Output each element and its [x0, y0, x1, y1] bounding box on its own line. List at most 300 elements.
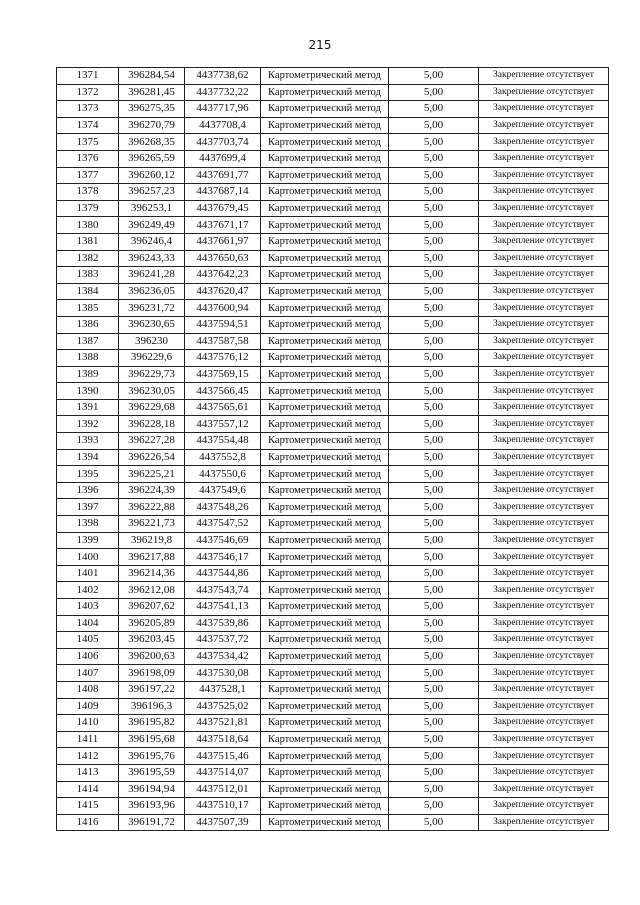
- point-number-cell: 1408: [57, 681, 119, 698]
- precision-cell: 5,00: [389, 599, 479, 616]
- fixing-cell: Закрепление отсутствует: [479, 416, 609, 433]
- y-coordinate-cell: 4437539,86: [185, 615, 261, 632]
- precision-cell: 5,00: [389, 68, 479, 85]
- x-coordinate-cell: 396191,72: [119, 814, 185, 831]
- x-coordinate-cell: 396228,18: [119, 416, 185, 433]
- y-coordinate-cell: 4437732,22: [185, 84, 261, 101]
- precision-cell: 5,00: [389, 482, 479, 499]
- method-cell: Картометрический метод: [261, 283, 389, 300]
- precision-cell: 5,00: [389, 715, 479, 732]
- x-coordinate-cell: 396243,33: [119, 250, 185, 267]
- table-row: [57, 84, 609, 101]
- point-number-cell: 1388: [57, 350, 119, 367]
- x-coordinate-cell: 396203,45: [119, 632, 185, 649]
- table-row: [57, 582, 609, 599]
- method-cell: Картометрический метод: [261, 383, 389, 400]
- method-cell: Картометрический метод: [261, 781, 389, 798]
- method-cell: Картометрический метод: [261, 134, 389, 151]
- y-coordinate-cell: 4437708,4: [185, 117, 261, 134]
- precision-cell: 5,00: [389, 781, 479, 798]
- y-coordinate-cell: 4437548,26: [185, 499, 261, 516]
- precision-cell: 5,00: [389, 449, 479, 466]
- precision-cell: 5,00: [389, 184, 479, 201]
- point-number-cell: 1389: [57, 366, 119, 383]
- method-cell: Картометрический метод: [261, 316, 389, 333]
- fixing-cell: Закрепление отсутствует: [479, 698, 609, 715]
- fixing-cell: Закрепление отсутствует: [479, 482, 609, 499]
- table-row: [57, 698, 609, 715]
- method-cell: Картометрический метод: [261, 200, 389, 217]
- fixing-cell: Закрепление отсутствует: [479, 648, 609, 665]
- table-row: [57, 516, 609, 533]
- point-number-cell: 1378: [57, 184, 119, 201]
- x-coordinate-cell: 396195,68: [119, 731, 185, 748]
- table-row: [57, 632, 609, 649]
- fixing-cell: Закрепление отсутствует: [479, 200, 609, 217]
- precision-cell: 5,00: [389, 167, 479, 184]
- x-coordinate-cell: 396265,59: [119, 150, 185, 167]
- y-coordinate-cell: 4437661,97: [185, 233, 261, 250]
- precision-cell: 5,00: [389, 383, 479, 400]
- table-row: [57, 482, 609, 499]
- x-coordinate-cell: 396229,68: [119, 399, 185, 416]
- fixing-cell: Закрепление отсутствует: [479, 167, 609, 184]
- point-number-cell: 1394: [57, 449, 119, 466]
- point-number-cell: 1416: [57, 814, 119, 831]
- y-coordinate-cell: 4437518,64: [185, 731, 261, 748]
- precision-cell: 5,00: [389, 217, 479, 234]
- point-number-cell: 1379: [57, 200, 119, 217]
- method-cell: Картометрический метод: [261, 167, 389, 184]
- table-row: [57, 648, 609, 665]
- table-row: [57, 134, 609, 151]
- point-number-cell: 1373: [57, 101, 119, 118]
- fixing-cell: Закрепление отсутствует: [479, 748, 609, 765]
- x-coordinate-cell: 396224,39: [119, 482, 185, 499]
- table-row: [57, 101, 609, 118]
- point-number-cell: 1398: [57, 516, 119, 533]
- table-row: [57, 283, 609, 300]
- precision-cell: 5,00: [389, 764, 479, 781]
- y-coordinate-cell: 4437587,58: [185, 333, 261, 350]
- x-coordinate-cell: 396217,88: [119, 549, 185, 566]
- method-cell: Картометрический метод: [261, 399, 389, 416]
- precision-cell: 5,00: [389, 748, 479, 765]
- y-coordinate-cell: 4437569,15: [185, 366, 261, 383]
- y-coordinate-cell: 4437594,51: [185, 316, 261, 333]
- fixing-cell: Закрепление отсутствует: [479, 764, 609, 781]
- point-number-cell: 1382: [57, 250, 119, 267]
- y-coordinate-cell: 4437642,23: [185, 267, 261, 284]
- method-cell: Картометрический метод: [261, 68, 389, 85]
- method-cell: Картометрический метод: [261, 267, 389, 284]
- method-cell: Картометрический метод: [261, 416, 389, 433]
- fixing-cell: Закрепление отсутствует: [479, 731, 609, 748]
- table-row: [57, 366, 609, 383]
- table-row: [57, 233, 609, 250]
- y-coordinate-cell: 4437679,45: [185, 200, 261, 217]
- x-coordinate-cell: 396221,73: [119, 516, 185, 533]
- point-number-cell: 1390: [57, 383, 119, 400]
- method-cell: Картометрический метод: [261, 233, 389, 250]
- table-row: [57, 150, 609, 167]
- precision-cell: 5,00: [389, 150, 479, 167]
- x-coordinate-cell: 396270,79: [119, 117, 185, 134]
- method-cell: Картометрический метод: [261, 250, 389, 267]
- table-row: [57, 798, 609, 815]
- method-cell: Картометрический метод: [261, 599, 389, 616]
- point-number-cell: 1410: [57, 715, 119, 732]
- table-row: [57, 532, 609, 549]
- y-coordinate-cell: 4437543,74: [185, 582, 261, 599]
- table-row: [57, 217, 609, 234]
- x-coordinate-cell: 396205,89: [119, 615, 185, 632]
- x-coordinate-cell: 396198,09: [119, 665, 185, 682]
- coordinates-table-body: [57, 68, 609, 831]
- precision-cell: 5,00: [389, 233, 479, 250]
- point-number-cell: 1377: [57, 167, 119, 184]
- x-coordinate-cell: 396212,08: [119, 582, 185, 599]
- precision-cell: 5,00: [389, 399, 479, 416]
- y-coordinate-cell: 4437512,01: [185, 781, 261, 798]
- point-number-cell: 1393: [57, 433, 119, 450]
- fixing-cell: Закрепление отсутствует: [479, 333, 609, 350]
- method-cell: Картометрический метод: [261, 764, 389, 781]
- table-row: [57, 599, 609, 616]
- method-cell: Картометрический метод: [261, 565, 389, 582]
- point-number-cell: 1414: [57, 781, 119, 798]
- point-number-cell: 1386: [57, 316, 119, 333]
- fixing-cell: Закрепление отсутствует: [479, 150, 609, 167]
- point-number-cell: 1400: [57, 549, 119, 566]
- fixing-cell: Закрепление отсутствует: [479, 516, 609, 533]
- x-coordinate-cell: 396200,63: [119, 648, 185, 665]
- x-coordinate-cell: 396246,4: [119, 233, 185, 250]
- x-coordinate-cell: 396195,59: [119, 764, 185, 781]
- y-coordinate-cell: 4437650,63: [185, 250, 261, 267]
- precision-cell: 5,00: [389, 681, 479, 698]
- y-coordinate-cell: 4437620,47: [185, 283, 261, 300]
- table-row: [57, 300, 609, 317]
- fixing-cell: Закрепление отсутствует: [479, 134, 609, 151]
- x-coordinate-cell: 396268,35: [119, 134, 185, 151]
- x-coordinate-cell: 396197,22: [119, 681, 185, 698]
- y-coordinate-cell: 4437703,74: [185, 134, 261, 151]
- point-number-cell: 1372: [57, 84, 119, 101]
- y-coordinate-cell: 4437507,39: [185, 814, 261, 831]
- x-coordinate-cell: 396260,12: [119, 167, 185, 184]
- method-cell: Картометрический метод: [261, 101, 389, 118]
- table-row: [57, 350, 609, 367]
- precision-cell: 5,00: [389, 698, 479, 715]
- method-cell: Картометрический метод: [261, 648, 389, 665]
- precision-cell: 5,00: [389, 632, 479, 649]
- fixing-cell: Закрепление отсутствует: [479, 715, 609, 732]
- precision-cell: 5,00: [389, 466, 479, 483]
- y-coordinate-cell: 4437552,8: [185, 449, 261, 466]
- fixing-cell: Закрепление отсутствует: [479, 267, 609, 284]
- method-cell: Картометрический метод: [261, 798, 389, 815]
- point-number-cell: 1391: [57, 399, 119, 416]
- point-number-cell: 1396: [57, 482, 119, 499]
- point-number-cell: 1384: [57, 283, 119, 300]
- y-coordinate-cell: 4437565,61: [185, 399, 261, 416]
- method-cell: Картометрический метод: [261, 532, 389, 549]
- table-row: [57, 549, 609, 566]
- method-cell: Картометрический метод: [261, 715, 389, 732]
- precision-cell: 5,00: [389, 283, 479, 300]
- precision-cell: 5,00: [389, 565, 479, 582]
- method-cell: Картометрический метод: [261, 217, 389, 234]
- table-row: [57, 250, 609, 267]
- table-row: [57, 68, 609, 85]
- method-cell: Картометрический метод: [261, 582, 389, 599]
- point-number-cell: 1402: [57, 582, 119, 599]
- point-number-cell: 1381: [57, 233, 119, 250]
- method-cell: Картометрический метод: [261, 466, 389, 483]
- point-number-cell: 1387: [57, 333, 119, 350]
- y-coordinate-cell: 4437514,07: [185, 764, 261, 781]
- point-number-cell: 1403: [57, 599, 119, 616]
- x-coordinate-cell: 396195,82: [119, 715, 185, 732]
- y-coordinate-cell: 4437534,42: [185, 648, 261, 665]
- precision-cell: 5,00: [389, 200, 479, 217]
- table-row: [57, 814, 609, 831]
- precision-cell: 5,00: [389, 101, 479, 118]
- point-number-cell: 1383: [57, 267, 119, 284]
- x-coordinate-cell: 396249,49: [119, 217, 185, 234]
- point-number-cell: 1392: [57, 416, 119, 433]
- y-coordinate-cell: 4437566,45: [185, 383, 261, 400]
- y-coordinate-cell: 4437576,12: [185, 350, 261, 367]
- fixing-cell: Закрепление отсутствует: [479, 383, 609, 400]
- method-cell: Картометрический метод: [261, 117, 389, 134]
- point-number-cell: 1375: [57, 134, 119, 151]
- table-row: [57, 333, 609, 350]
- table-row: [57, 715, 609, 732]
- y-coordinate-cell: 4437717,96: [185, 101, 261, 118]
- fixing-cell: Закрепление отсутствует: [479, 316, 609, 333]
- table-row: [57, 615, 609, 632]
- x-coordinate-cell: 396196,3: [119, 698, 185, 715]
- point-number-cell: 1395: [57, 466, 119, 483]
- y-coordinate-cell: 4437515,46: [185, 748, 261, 765]
- y-coordinate-cell: 4437546,17: [185, 549, 261, 566]
- x-coordinate-cell: 396195,76: [119, 748, 185, 765]
- y-coordinate-cell: 4437541,13: [185, 599, 261, 616]
- method-cell: Картометрический метод: [261, 632, 389, 649]
- point-number-cell: 1415: [57, 798, 119, 815]
- table-row: [57, 316, 609, 333]
- table-row: [57, 781, 609, 798]
- precision-cell: 5,00: [389, 433, 479, 450]
- fixing-cell: Закрепление отсутствует: [479, 615, 609, 632]
- fixing-cell: Закрепление отсутствует: [479, 798, 609, 815]
- method-cell: Картометрический метод: [261, 698, 389, 715]
- method-cell: Картометрический метод: [261, 433, 389, 450]
- precision-cell: 5,00: [389, 549, 479, 566]
- fixing-cell: Закрепление отсутствует: [479, 184, 609, 201]
- y-coordinate-cell: 4437544,86: [185, 565, 261, 582]
- method-cell: Картометрический метод: [261, 731, 389, 748]
- table-row: [57, 433, 609, 450]
- precision-cell: 5,00: [389, 300, 479, 317]
- y-coordinate-cell: 4437537,72: [185, 632, 261, 649]
- method-cell: Картометрический метод: [261, 814, 389, 831]
- x-coordinate-cell: 396214,36: [119, 565, 185, 582]
- method-cell: Картометрический метод: [261, 300, 389, 317]
- x-coordinate-cell: 396225,21: [119, 466, 185, 483]
- precision-cell: 5,00: [389, 316, 479, 333]
- x-coordinate-cell: 396281,45: [119, 84, 185, 101]
- point-number-cell: 1399: [57, 532, 119, 549]
- table-row: [57, 681, 609, 698]
- point-number-cell: 1406: [57, 648, 119, 665]
- fixing-cell: Закрепление отсутствует: [479, 233, 609, 250]
- method-cell: Картометрический метод: [261, 482, 389, 499]
- point-number-cell: 1380: [57, 217, 119, 234]
- table-row: [57, 449, 609, 466]
- point-number-cell: 1405: [57, 632, 119, 649]
- precision-cell: 5,00: [389, 333, 479, 350]
- method-cell: Картометрический метод: [261, 333, 389, 350]
- fixing-cell: Закрепление отсутствует: [479, 814, 609, 831]
- fixing-cell: Закрепление отсутствует: [479, 366, 609, 383]
- point-number-cell: 1371: [57, 68, 119, 85]
- fixing-cell: Закрепление отсутствует: [479, 68, 609, 85]
- method-cell: Картометрический метод: [261, 681, 389, 698]
- x-coordinate-cell: 396219,8: [119, 532, 185, 549]
- x-coordinate-cell: 396207,62: [119, 599, 185, 616]
- y-coordinate-cell: 4437671,17: [185, 217, 261, 234]
- y-coordinate-cell: 4437528,1: [185, 681, 261, 698]
- fixing-cell: Закрепление отсутствует: [479, 632, 609, 649]
- method-cell: Картометрический метод: [261, 748, 389, 765]
- precision-cell: 5,00: [389, 798, 479, 815]
- point-number-cell: 1404: [57, 615, 119, 632]
- x-coordinate-cell: 396193,96: [119, 798, 185, 815]
- precision-cell: 5,00: [389, 250, 479, 267]
- table-row: [57, 748, 609, 765]
- x-coordinate-cell: 396253,1: [119, 200, 185, 217]
- x-coordinate-cell: 396230,05: [119, 383, 185, 400]
- fixing-cell: Закрепление отсутствует: [479, 599, 609, 616]
- fixing-cell: Закрепление отсутствует: [479, 781, 609, 798]
- y-coordinate-cell: 4437530,08: [185, 665, 261, 682]
- fixing-cell: Закрепление отсутствует: [479, 565, 609, 582]
- table-row: [57, 167, 609, 184]
- y-coordinate-cell: 4437554,48: [185, 433, 261, 450]
- table-row: [57, 184, 609, 201]
- fixing-cell: Закрепление отсутствует: [479, 250, 609, 267]
- x-coordinate-cell: 396275,35: [119, 101, 185, 118]
- point-number-cell: 1374: [57, 117, 119, 134]
- method-cell: Картометрический метод: [261, 549, 389, 566]
- fixing-cell: Закрепление отсутствует: [479, 449, 609, 466]
- y-coordinate-cell: 4437550,6: [185, 466, 261, 483]
- method-cell: Картометрический метод: [261, 665, 389, 682]
- precision-cell: 5,00: [389, 615, 479, 632]
- y-coordinate-cell: 4437699,4: [185, 150, 261, 167]
- x-coordinate-cell: 396257,23: [119, 184, 185, 201]
- precision-cell: 5,00: [389, 84, 479, 101]
- fixing-cell: Закрепление отсутствует: [479, 300, 609, 317]
- table-row: [57, 416, 609, 433]
- fixing-cell: Закрепление отсутствует: [479, 350, 609, 367]
- y-coordinate-cell: 4437546,69: [185, 532, 261, 549]
- y-coordinate-cell: 4437521,81: [185, 715, 261, 732]
- precision-cell: 5,00: [389, 648, 479, 665]
- fixing-cell: Закрепление отсутствует: [479, 665, 609, 682]
- page-number: 215: [308, 38, 332, 52]
- table-row: [57, 731, 609, 748]
- method-cell: Картометрический метод: [261, 615, 389, 632]
- table-row: [57, 499, 609, 516]
- method-cell: Картометрический метод: [261, 184, 389, 201]
- point-number-cell: 1397: [57, 499, 119, 516]
- fixing-cell: Закрепление отсутствует: [479, 532, 609, 549]
- method-cell: Картометрический метод: [261, 350, 389, 367]
- y-coordinate-cell: 4437738,62: [185, 68, 261, 85]
- precision-cell: 5,00: [389, 665, 479, 682]
- x-coordinate-cell: 396229,6: [119, 350, 185, 367]
- y-coordinate-cell: 4437691,77: [185, 167, 261, 184]
- precision-cell: 5,00: [389, 117, 479, 134]
- point-number-cell: 1407: [57, 665, 119, 682]
- point-number-cell: 1401: [57, 565, 119, 582]
- precision-cell: 5,00: [389, 366, 479, 383]
- x-coordinate-cell: 396236,05: [119, 283, 185, 300]
- fixing-cell: Закрепление отсутствует: [479, 582, 609, 599]
- fixing-cell: Закрепление отсутствует: [479, 466, 609, 483]
- method-cell: Картометрический метод: [261, 499, 389, 516]
- y-coordinate-cell: 4437600,94: [185, 300, 261, 317]
- y-coordinate-cell: 4437525,02: [185, 698, 261, 715]
- y-coordinate-cell: 4437547,52: [185, 516, 261, 533]
- point-number-cell: 1376: [57, 150, 119, 167]
- table-row: [57, 399, 609, 416]
- fixing-cell: Закрепление отсутствует: [479, 217, 609, 234]
- table-row: [57, 200, 609, 217]
- precision-cell: 5,00: [389, 516, 479, 533]
- method-cell: Картометрический метод: [261, 150, 389, 167]
- method-cell: Картометрический метод: [261, 516, 389, 533]
- fixing-cell: Закрепление отсутствует: [479, 549, 609, 566]
- precision-cell: 5,00: [389, 532, 479, 549]
- table-row: [57, 466, 609, 483]
- fixing-cell: Закрепление отсутствует: [479, 681, 609, 698]
- fixing-cell: Закрепление отсутствует: [479, 499, 609, 516]
- x-coordinate-cell: 396284,54: [119, 68, 185, 85]
- y-coordinate-cell: 4437510,17: [185, 798, 261, 815]
- point-number-cell: 1412: [57, 748, 119, 765]
- x-coordinate-cell: 396231,72: [119, 300, 185, 317]
- method-cell: Картометрический метод: [261, 366, 389, 383]
- y-coordinate-cell: 4437687,14: [185, 184, 261, 201]
- fixing-cell: Закрепление отсутствует: [479, 283, 609, 300]
- x-coordinate-cell: 396194,94: [119, 781, 185, 798]
- coordinates-table: [56, 67, 609, 831]
- precision-cell: 5,00: [389, 416, 479, 433]
- y-coordinate-cell: 4437549,6: [185, 482, 261, 499]
- x-coordinate-cell: 396222,88: [119, 499, 185, 516]
- precision-cell: 5,00: [389, 267, 479, 284]
- precision-cell: 5,00: [389, 499, 479, 516]
- x-coordinate-cell: 396241,28: [119, 267, 185, 284]
- table-row: [57, 665, 609, 682]
- table-row: [57, 383, 609, 400]
- precision-cell: 5,00: [389, 731, 479, 748]
